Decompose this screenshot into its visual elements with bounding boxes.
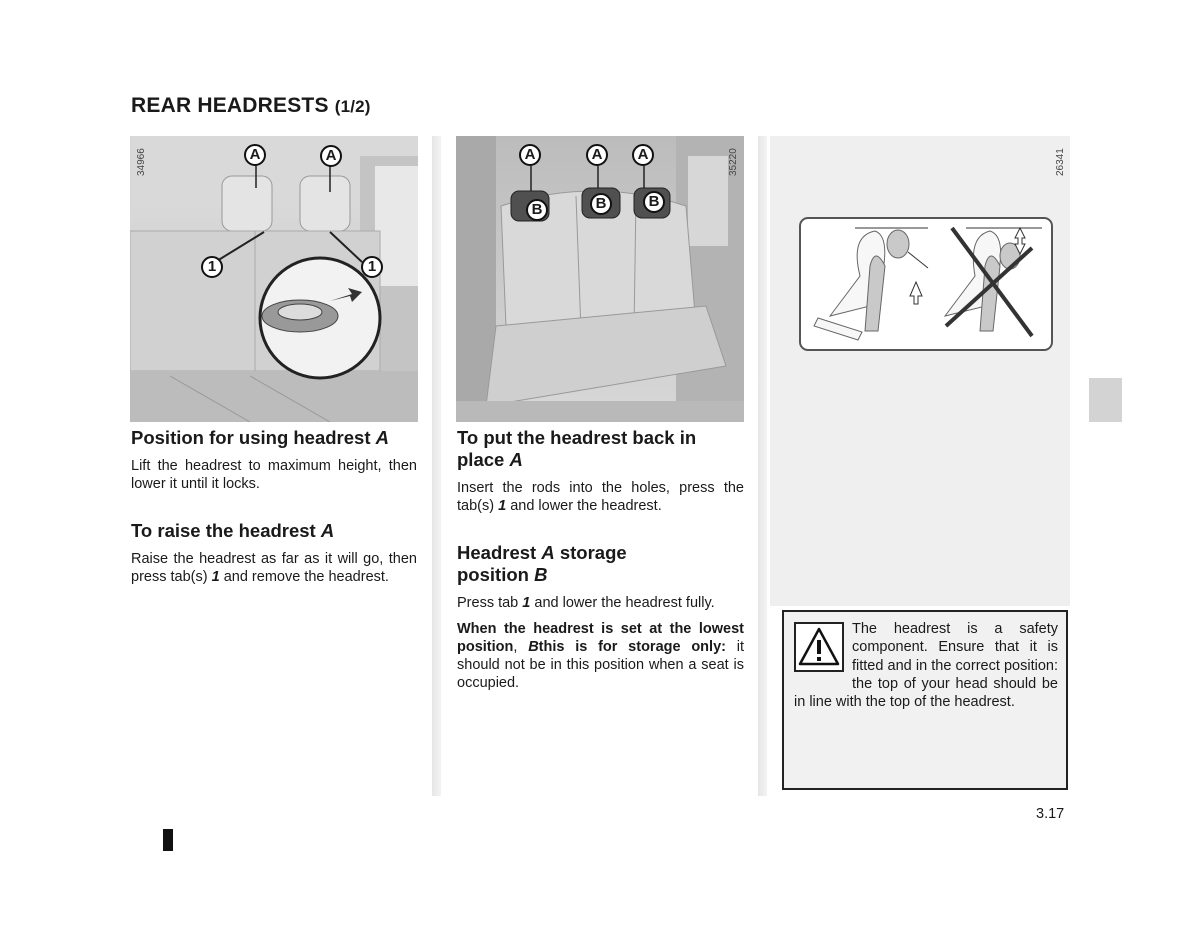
para-storage-tab xyxy=(457,594,744,612)
para-position-for-use: Lift the headrest to maximum height, then lower it until it locks. xyxy=(131,458,417,492)
heading-ref: A xyxy=(320,520,335,541)
label-a-marker: A xyxy=(244,144,266,166)
heading-text: Position for using headrest xyxy=(131,427,371,448)
heading-text: To put the headrest back in xyxy=(457,427,697,448)
heading-text: To raise the headrest xyxy=(131,520,316,541)
para-storage-warning xyxy=(457,620,744,692)
tab-ref: 1 xyxy=(522,595,531,611)
figure-correct-position xyxy=(770,136,1070,606)
heading-ref: A xyxy=(375,427,390,448)
label-tab-marker: 1 xyxy=(201,256,223,278)
chapter-tab xyxy=(1089,378,1122,422)
tab-ref: 1 xyxy=(498,498,507,514)
label-a-marker: A xyxy=(320,145,342,167)
bold-run: this is for storage only: xyxy=(538,639,726,655)
para-raise-headrest xyxy=(131,550,417,586)
heading-ref: A xyxy=(509,449,523,470)
text-run: , xyxy=(513,639,529,655)
column-divider xyxy=(758,136,767,796)
figure-ref-number: 35220 xyxy=(728,148,739,176)
heading-text: storage xyxy=(559,542,627,563)
figure-headrest-tabs xyxy=(130,136,418,422)
title-part: (1/2) xyxy=(334,97,371,116)
label-a-marker: A xyxy=(586,144,608,166)
heading-text: position xyxy=(457,564,529,585)
label-a-marker: A xyxy=(519,144,541,166)
label-b-marker: B xyxy=(590,193,612,215)
label-a-marker: A xyxy=(632,144,654,166)
heading-position-for-use xyxy=(131,427,389,449)
label-b-marker: B xyxy=(526,199,548,221)
figure-2-illustration xyxy=(456,136,744,422)
page-title xyxy=(131,94,371,118)
text-run: and lower the headrest. xyxy=(506,498,662,514)
title-main: REAR HEADRESTS xyxy=(131,94,329,117)
bold-run: When the headrest is set at the lowest position xyxy=(457,621,744,655)
figure-ref-number: 34966 xyxy=(136,148,147,176)
heading-ref: A xyxy=(541,542,555,563)
text-run: Insert the rods into the holes, press the tab(s) xyxy=(457,480,744,514)
text-run: and lower the headrest fully. xyxy=(530,595,715,611)
storage-ref: B xyxy=(528,639,539,655)
text-run: Press tab xyxy=(457,595,523,611)
para-put-back xyxy=(457,479,744,515)
text-run: it should not be in this position when a seat is occupied. xyxy=(457,639,744,691)
page-number: 3.17 xyxy=(1036,806,1065,822)
label-b-marker: B xyxy=(643,191,665,213)
warning-text: The headrest is a safety component. Ensure that it is fitted and in the correct position: the top of your head should be in line with the top of the headrest. xyxy=(794,621,1058,711)
print-mark xyxy=(163,829,173,851)
warning-text-block xyxy=(794,620,1058,711)
figure-3-illustration xyxy=(770,136,1070,606)
label-tab-marker: 1 xyxy=(361,256,383,278)
heading-ref: B xyxy=(534,564,548,585)
heading-text: Headrest xyxy=(457,542,537,563)
text-run: Raise the headrest as far as it will go, then press tab(s) xyxy=(131,551,417,585)
figure-ref-number: 26341 xyxy=(1055,148,1066,176)
figure-1-illustration xyxy=(130,136,418,422)
column-divider xyxy=(432,136,441,796)
heading-raise-headrest xyxy=(131,520,334,542)
warning-box xyxy=(782,610,1068,790)
text-run: and remove the headrest. xyxy=(219,569,389,585)
heading-text: place xyxy=(457,449,505,470)
tab-ref: 1 xyxy=(211,569,220,585)
heading-put-back xyxy=(457,427,745,471)
figure-storage-position xyxy=(456,136,744,422)
heading-storage-position xyxy=(457,542,745,586)
